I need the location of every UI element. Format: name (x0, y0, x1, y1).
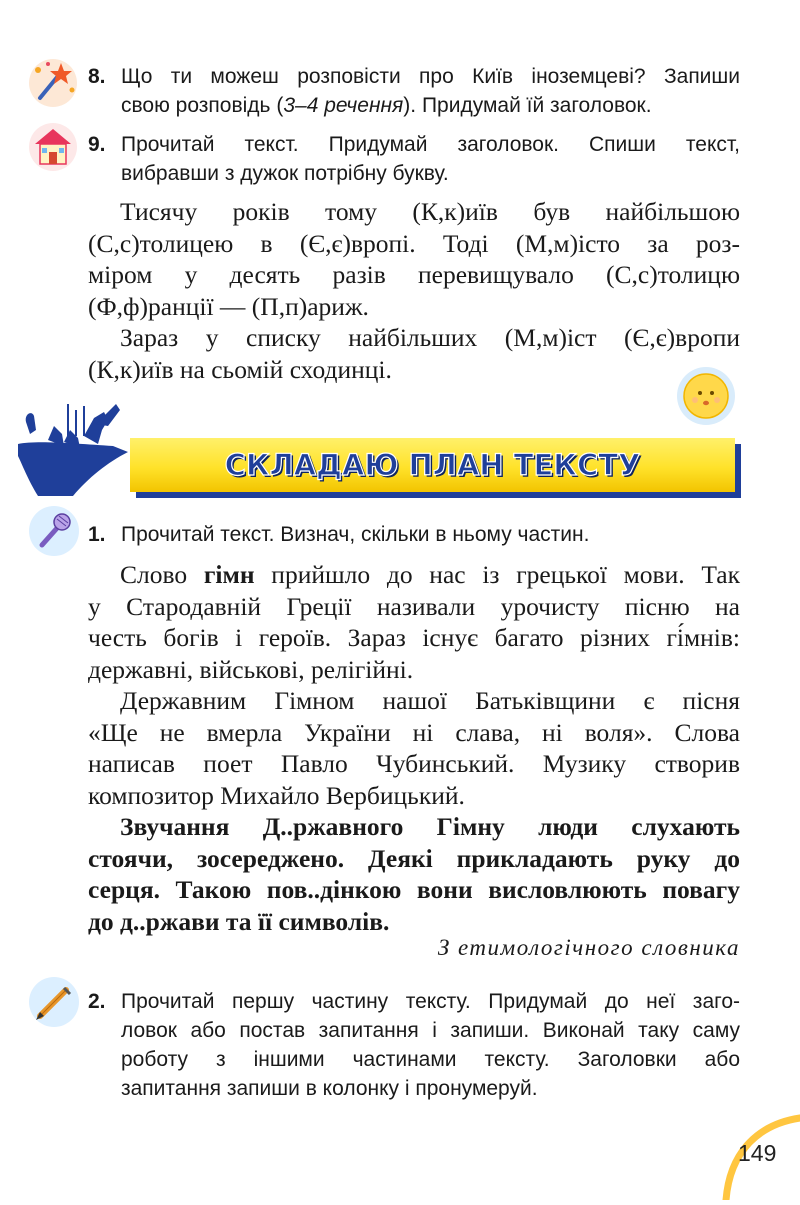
passage-line: Слово гімн прийшло до нас із грецької мови. Так (120, 560, 740, 589)
task-8-number: 8. (88, 65, 106, 88)
source-caption: З етимологічного словника (437, 935, 740, 960)
house-icon (28, 122, 78, 172)
passage-line: «Ще не вмерла України ні слава, ні воля». Слова (88, 717, 740, 747)
task-9-line-2: вибравши з дужок потрібну букву. (121, 162, 449, 185)
task-2 (88, 987, 740, 1100)
passage-line: (Ф,ф)ранції — (П,п)ариж. (88, 291, 369, 321)
section-banner (0, 400, 760, 510)
passage-kyiv (88, 196, 740, 385)
passage-line: честь богів і героїв. Зараз існує багато різних гі́мнів: (88, 623, 740, 652)
section-title: СКЛАДАЮ ПЛАН ТЕКСТУ (224, 448, 641, 482)
page-number: 149 (738, 1140, 777, 1166)
magic-wand-icon (28, 58, 78, 108)
task-1 (88, 520, 740, 549)
passage-line: Звучання Д..ржавного Гімну люди слухають (120, 812, 740, 841)
passage-line: Державним Гімном нашої Батьківщини є пісня (120, 686, 740, 715)
passage-line: державні, військові, релігійні. (88, 654, 414, 684)
passage-line: до д..ржави та її символів. (88, 906, 390, 936)
task-2-line-3: роботу з іншими частинами тексту. Заголовки або (121, 1048, 740, 1071)
passage-line: міром у десять разів перевищувало (С,с)толицю (88, 260, 740, 289)
section-title-bar (130, 438, 735, 492)
passage-line: стоячи, зосереджено. Деякі прикладають руку до (88, 843, 740, 873)
task-1-number: 1. (88, 523, 106, 546)
kyiv-monument-icon (18, 400, 143, 500)
task-8-line-2: свою розповідь (3–4 речення). Придумай їй заголовок. (121, 94, 652, 117)
passage-line: (К,к)иїв на сьомій сходинці. (88, 354, 392, 384)
task-2-line-1: Прочитай першу частину тексту. Придумай до неї заго- (121, 990, 740, 1013)
task-2-line-2: ловок або постав запитання і запиши. Виконай таку саму (121, 1019, 740, 1042)
passage-line: Зараз у списку найбільших (М,м)іст (Є,є)вропи (120, 323, 740, 352)
passage-line: написав поет Павло Чубинський. Музику створив (88, 749, 740, 778)
passage-line: у Стародавній Греції називали урочисту пісню на (88, 591, 740, 621)
passage-line: Тисячу років тому (К,к)иїв був найбільшою (120, 197, 740, 226)
task-9-number: 9. (88, 133, 106, 156)
passage-line: (С,с)толицею в (Є,є)вропі. Тоді (М,м)істо за роз- (88, 228, 740, 258)
task-9 (88, 130, 740, 185)
task-1-line-1: Прочитай текст. Визнач, скільки в ньому частин. (121, 523, 590, 546)
passage-line: композитор Михайло Вербицький. (88, 780, 465, 810)
task-8-line-1: Що ти можеш розповісти про Київ іноземцеві? Запиши (121, 65, 740, 88)
task-8 (88, 62, 740, 117)
task-9-line-1: Прочитай текст. Придумай заголовок. Спиши текст, (121, 133, 740, 156)
pen-icon (28, 976, 80, 1028)
passage-anthem (88, 559, 740, 937)
task-2-number: 2. (88, 990, 106, 1013)
passage-line: серця. Такою пов..дінкою вони висловлюють повагу (88, 875, 740, 904)
microphone-icon (28, 505, 80, 557)
task-2-line-4: запитання запиши в колонку і пронумеруй. (121, 1077, 538, 1100)
